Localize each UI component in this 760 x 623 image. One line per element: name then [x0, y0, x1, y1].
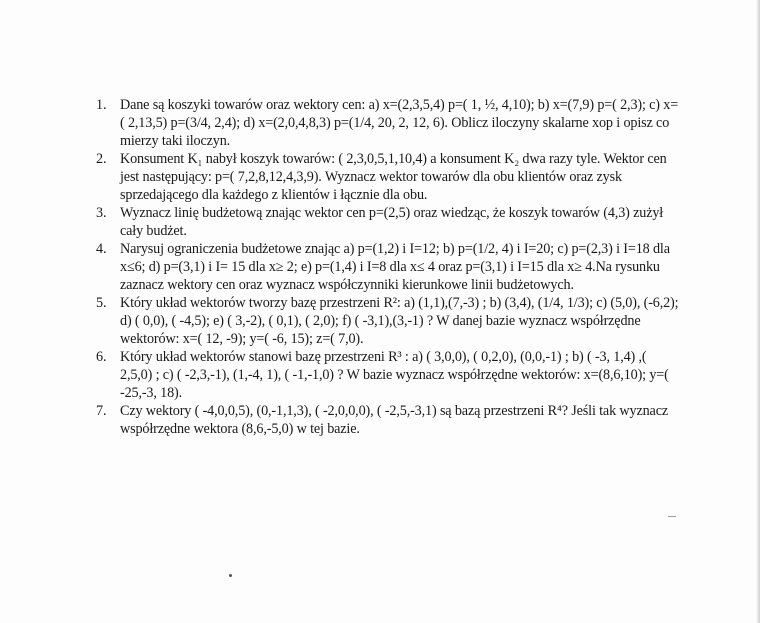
scan-speck [668, 516, 676, 517]
exercise-item-1 [96, 96, 681, 150]
item-number: 1. [96, 97, 107, 113]
item-text: Wyznacz linię budżetową znając wektor cen p=(2,5) oraz wiedząc, że koszyk towarów (4,3) zużył cały budżet. [120, 205, 664, 239]
scan-speck [229, 574, 232, 577]
item-number: 2. [96, 151, 107, 167]
item-text: Konsument K₁ nabył koszyk towarów: ( 2,3,0,5,1,10,4) a konsument K₂ dwa razy tyle. Wektor cen jest następujący: p=( 7,2,8,12,4,3,9). Wyznacz wektor towarów dla obu klientów oraz zysk sprzedającego dla każdego z klientów i łącznie dla obu. [120, 151, 667, 203]
exercise-item-7 [96, 402, 681, 438]
item-text: Narysuj ograniczenia budżetowe znając a) p=(1,2) i I=12; b) p=(1/2, 4) i I=20; c) p=(2,3) i I=18 dla x≤6; d) p=(3,1) i I= 15 dla x≥ 2; e) p=(1,4) i I=8 dla x≤ 4 oraz p=(3,1) i I=15 dla x≥ 4.Na rysunku zaznacz wektory cen oraz wyznacz współczynniki kierunkowe linii budżetowych. [120, 241, 670, 293]
item-number: 7. [96, 403, 107, 419]
exercise-item-2 [96, 150, 681, 204]
exercise-item-6 [96, 348, 681, 402]
exercise-item-4 [96, 240, 681, 294]
exercise-list [96, 96, 681, 438]
item-text: Dane są koszyki towarów oraz wektory cen: a) x=(2,3,5,4) p=( 1, ½, 4,10); b) x=(7,9) p=( 2,3); c) x=( 2,13,5) p=(3/4, 2,4); d) x=(2,0,4,8,3) p=(1/4, 20, 2, 12, 6). Oblicz iloczyny skalarne xop i opisz co mierzy taki iloczyn. [120, 97, 679, 149]
scan-edge-shadow [756, 0, 760, 623]
item-number: 5. [96, 295, 107, 311]
exercise-item-3 [96, 204, 681, 240]
item-number: 3. [96, 205, 107, 221]
item-text: Który układ wektorów stanowi bazę przestrzeni R³ : a) ( 3,0,0), ( 0,2,0), (0,0,-1) ; b) ( -3, 1,4) ,( 2,5,0) ; c) ( -2,3,-1), (1,-4, 1), ( -1,-1,0) ? W bazie wyznacz współrzędne wektorów: x=(8,6,10); y=( -25,-3, 18). [120, 349, 669, 401]
item-text: Który układ wektorów tworzy bazę przestrzeni R²: a) (1,1),(7,-3) ; b) (3,4), (1/4, 1/3); c) (5,0), (-6,2); d) ( 0,0), ( -4,5); e) ( 3,-2), ( 0,1), ( 2,0); f) ( -3,1),(3,-1) ? W danej bazie wyznacz współrzędne wektorów: x=( 12, -9); y=( -6, 15); z=( 7,0). [120, 295, 679, 347]
item-number: 6. [96, 349, 107, 365]
item-text: Czy wektory ( -4,0,0,5), (0,-1,1,3), ( -2,0,0,0), ( -2,5,-3,1) są bazą przestrzeni R⁴? Jeśli tak wyznacz współrzędne wektora (8,6,-5,0) w tej bazie. [120, 403, 668, 437]
exercise-item-5 [96, 294, 681, 348]
item-number: 4. [96, 241, 107, 257]
